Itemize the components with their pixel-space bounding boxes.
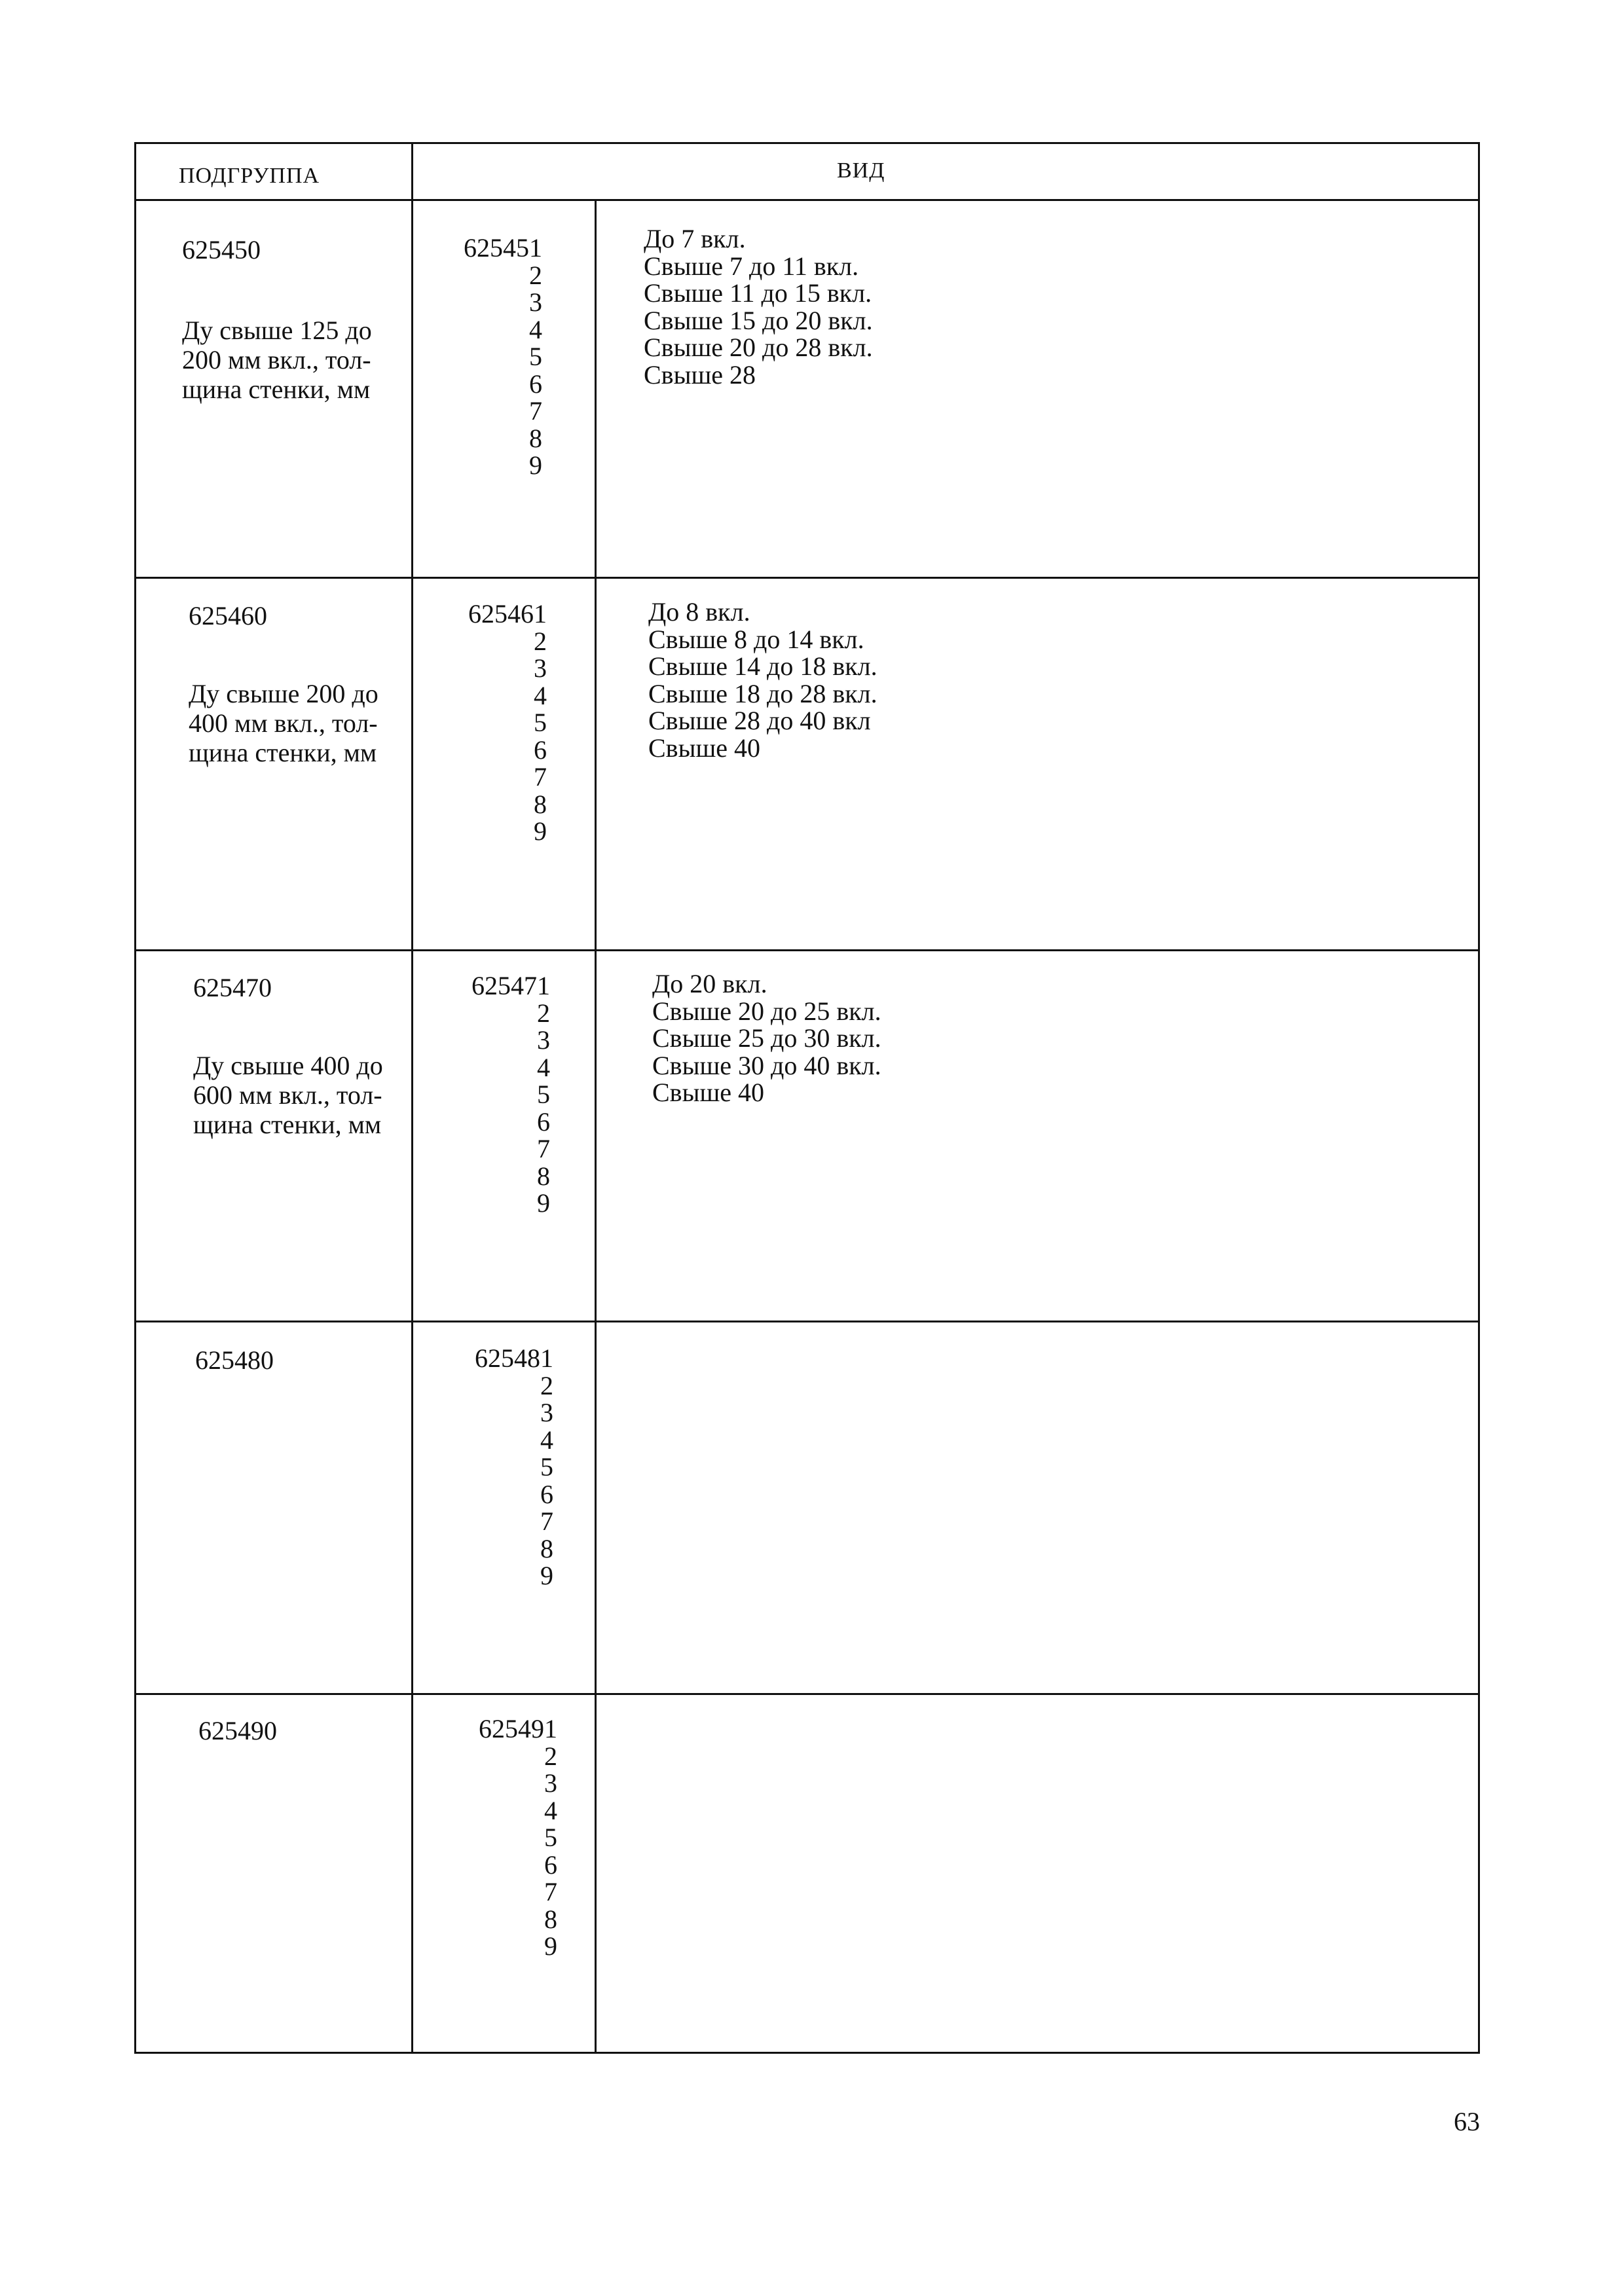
row-divider [136, 1693, 1478, 1695]
subgroup-code: 625450 [182, 235, 261, 264]
kind-code: 8 [529, 423, 542, 453]
kind-code: 625471 [471, 971, 550, 1000]
kind-code: 9 [534, 816, 547, 846]
header-kind: ВИД [837, 158, 885, 183]
classification-table [134, 142, 1480, 2054]
kind-description-list [648, 598, 877, 761]
kind-code: 7 [534, 762, 547, 792]
kind-description: Свыше 18 до 28 вкл. [648, 678, 877, 708]
kind-description: Свыше 30 до 40 вкл. [652, 1050, 881, 1080]
kind-code: 7 [537, 1134, 550, 1163]
kind-code: 4 [529, 314, 542, 344]
subgroup-code: 625490 [198, 1716, 277, 1745]
kind-code: 2 [544, 1741, 557, 1771]
kind-description: Свыше 28 до 40 вкл [648, 706, 871, 735]
kind-description: Свыше 28 [644, 359, 756, 390]
kind-description: Свыше 40 [652, 1078, 764, 1107]
kind-code: 8 [534, 789, 547, 819]
subgroup-description: Ду свыше 400 до 600 мм вкл., тол- щина стенки, мм [193, 1051, 383, 1139]
kind-code: 625461 [468, 599, 547, 629]
kind-description: Свыше 20 до 25 вкл. [652, 996, 881, 1026]
kind-description: Свыше 7 до 11 вкл. [644, 251, 859, 281]
subgroup-description: Ду свыше 125 до 200 мм вкл., тол- щина стенки, мм [182, 316, 372, 404]
kind-code: 3 [537, 1025, 550, 1055]
kind-code-list [411, 234, 542, 479]
kind-description: Свыше 11 до 15 вкл. [644, 278, 872, 308]
kind-code: 6 [534, 735, 547, 765]
kind-code: 9 [529, 450, 542, 480]
kind-description: Свыше 40 [648, 733, 760, 763]
kind-code: 7 [544, 1877, 557, 1906]
kind-code: 7 [540, 1506, 553, 1536]
kind-code: 3 [540, 1398, 553, 1427]
row-divider [136, 577, 1478, 579]
kind-code: 2 [529, 260, 542, 290]
kind-code: 5 [534, 708, 547, 737]
kind-code-list [419, 972, 550, 1217]
kind-code: 9 [544, 1931, 557, 1961]
kind-code: 4 [540, 1425, 553, 1455]
subgroup-code: 625470 [193, 973, 272, 1002]
kind-description-list [644, 225, 873, 388]
row-divider [136, 949, 1478, 951]
kind-code: 5 [537, 1080, 550, 1109]
row-divider [136, 1321, 1478, 1322]
kind-code: 625491 [479, 1714, 557, 1743]
kind-code: 4 [544, 1795, 557, 1825]
kind-code: 4 [534, 680, 547, 710]
kind-description: До 7 вкл. [644, 224, 746, 253]
kind-code-list [426, 1715, 557, 1960]
kind-code: 6 [540, 1479, 553, 1509]
kind-code-list [416, 600, 547, 845]
header-subgroup: ПОДГРУППА [179, 164, 320, 188]
kind-description: До 8 вкл. [648, 597, 750, 627]
kind-description: До 20 вкл. [652, 969, 767, 998]
kind-code: 8 [537, 1161, 550, 1191]
kind-code: 5 [540, 1452, 553, 1482]
kind-code: 3 [544, 1768, 557, 1798]
kind-code: 625481 [475, 1343, 553, 1373]
kind-code: 625451 [464, 233, 542, 263]
kind-code: 2 [540, 1370, 553, 1400]
kind-code: 3 [534, 653, 547, 683]
kind-code: 2 [534, 626, 547, 656]
kind-code-list [422, 1345, 553, 1590]
kind-code: 6 [537, 1106, 550, 1137]
kind-code: 4 [537, 1052, 550, 1082]
kind-code: 5 [529, 342, 542, 371]
subgroup-code: 625460 [189, 601, 267, 630]
kind-code: 9 [537, 1188, 550, 1218]
kind-description: Свыше 25 до 30 вкл. [652, 1023, 881, 1053]
kind-description-list [652, 970, 881, 1106]
kind-description: Свыше 14 до 18 вкл. [648, 651, 877, 681]
header-divider [136, 199, 1478, 201]
column-divider-kind [595, 200, 597, 2052]
kind-code: 6 [544, 1850, 557, 1880]
kind-code: 9 [540, 1561, 553, 1590]
kind-code: 3 [529, 287, 542, 317]
subgroup-description: Ду свыше 200 до 400 мм вкл., тол- щина стенки, мм [189, 679, 378, 767]
kind-description: Свыше 15 до 20 вкл. [644, 305, 873, 335]
subgroup-code: 625480 [195, 1345, 274, 1375]
kind-code: 8 [540, 1533, 553, 1563]
kind-code: 7 [529, 396, 542, 426]
kind-code: 5 [544, 1823, 557, 1852]
kind-description: Свыше 8 до 14 вкл. [648, 624, 864, 654]
kind-code: 2 [537, 998, 550, 1028]
kind-code: 8 [544, 1904, 557, 1934]
kind-description: Свыше 20 до 28 вкл. [644, 333, 873, 362]
page-number: 63 [1454, 2107, 1480, 2136]
kind-code: 6 [529, 369, 542, 399]
